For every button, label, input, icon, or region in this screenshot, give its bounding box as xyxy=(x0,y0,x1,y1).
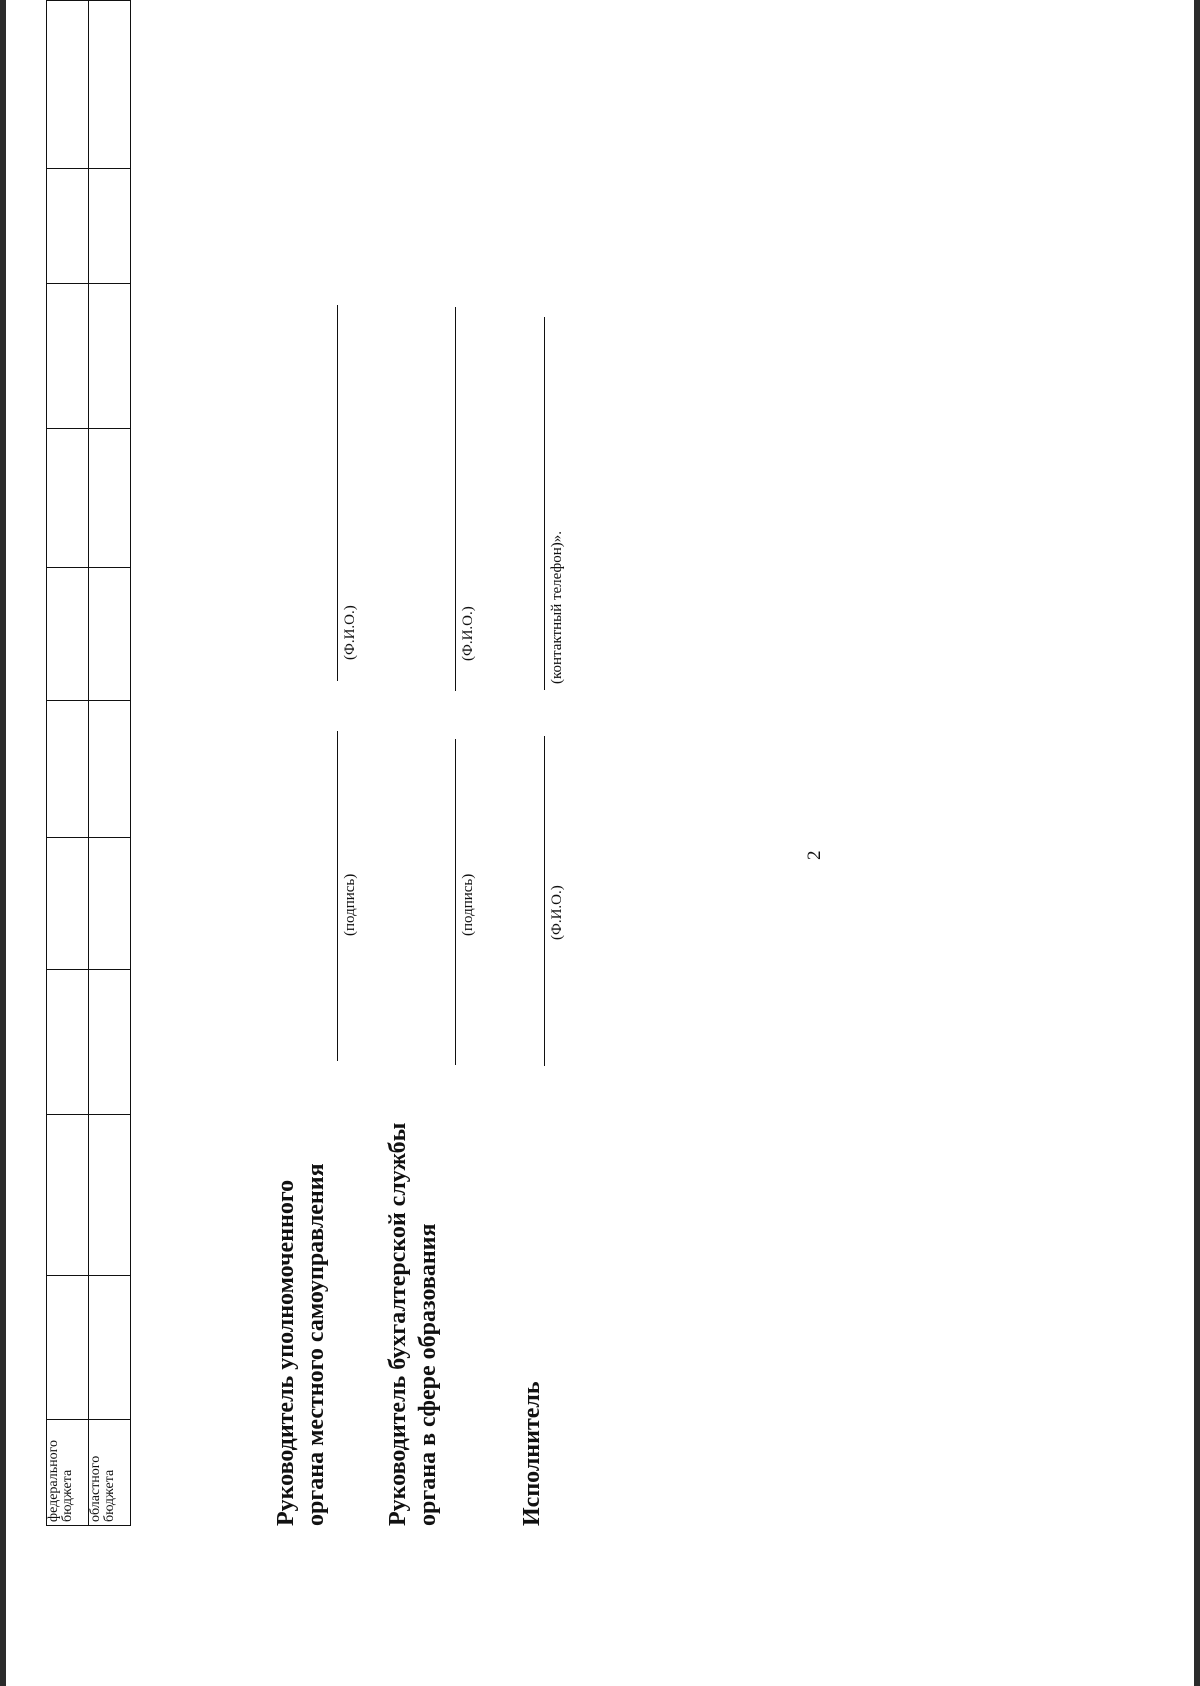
name-line-2 xyxy=(455,307,456,691)
table-cell xyxy=(47,1275,89,1420)
executor-name-line xyxy=(544,736,545,1066)
table-cell xyxy=(89,168,131,283)
signature-caption-1: (подпись) xyxy=(342,873,358,936)
head-accounting-label-line2: органа в сфере образования xyxy=(415,1223,441,1526)
head-accounting-label-line1: Руководитель бухгалтерской службы xyxy=(385,1122,411,1526)
executor-label: Исполнитель xyxy=(519,1381,545,1526)
table-cell xyxy=(47,283,89,429)
name-caption-1: (Ф.И.О.) xyxy=(342,605,358,660)
executor-name-caption: (Ф.И.О.) xyxy=(549,885,565,940)
table-cell xyxy=(89,701,131,838)
row-label-regional: областного бюджета xyxy=(89,1420,131,1526)
table-cell xyxy=(47,970,89,1115)
table-row-federal xyxy=(47,1,89,1526)
table-cell xyxy=(89,1,131,169)
table-cell xyxy=(47,567,89,701)
budget-table xyxy=(46,0,131,1526)
table-cell xyxy=(47,701,89,838)
table-cell xyxy=(89,283,131,429)
table-cell xyxy=(89,429,131,567)
table-cell xyxy=(47,1,89,169)
rotated-content xyxy=(6,0,1194,1686)
phone-caption: (контактный телефон)». xyxy=(549,530,565,684)
name-line-1 xyxy=(337,305,338,681)
page-number: 2 xyxy=(804,850,825,860)
head-accounting-label xyxy=(383,1123,443,1526)
signature-line-1 xyxy=(337,731,338,1061)
table-cell xyxy=(47,838,89,970)
name-caption-2: (Ф.И.О.) xyxy=(460,606,476,661)
document-page xyxy=(6,0,1194,1686)
table-cell xyxy=(89,1275,131,1420)
row-label-federal: федерального бюджета xyxy=(47,1420,89,1526)
table-cell xyxy=(47,1114,89,1275)
signature-caption-2: (подпись) xyxy=(460,873,476,936)
table-cell xyxy=(47,429,89,567)
head-local-gov-label-line2: органа местного самоуправления xyxy=(303,1163,329,1526)
table-cell xyxy=(89,970,131,1115)
table-cell xyxy=(89,567,131,701)
phone-line xyxy=(544,317,545,690)
table-cell xyxy=(89,1114,131,1275)
table-row-regional xyxy=(89,1,131,1526)
head-local-gov-label-line1: Руководитель уполномоченного xyxy=(273,1179,299,1526)
table-cell xyxy=(47,168,89,283)
head-local-gov-label xyxy=(271,1163,331,1526)
signature-line-2 xyxy=(455,739,456,1065)
table-cell xyxy=(89,838,131,970)
